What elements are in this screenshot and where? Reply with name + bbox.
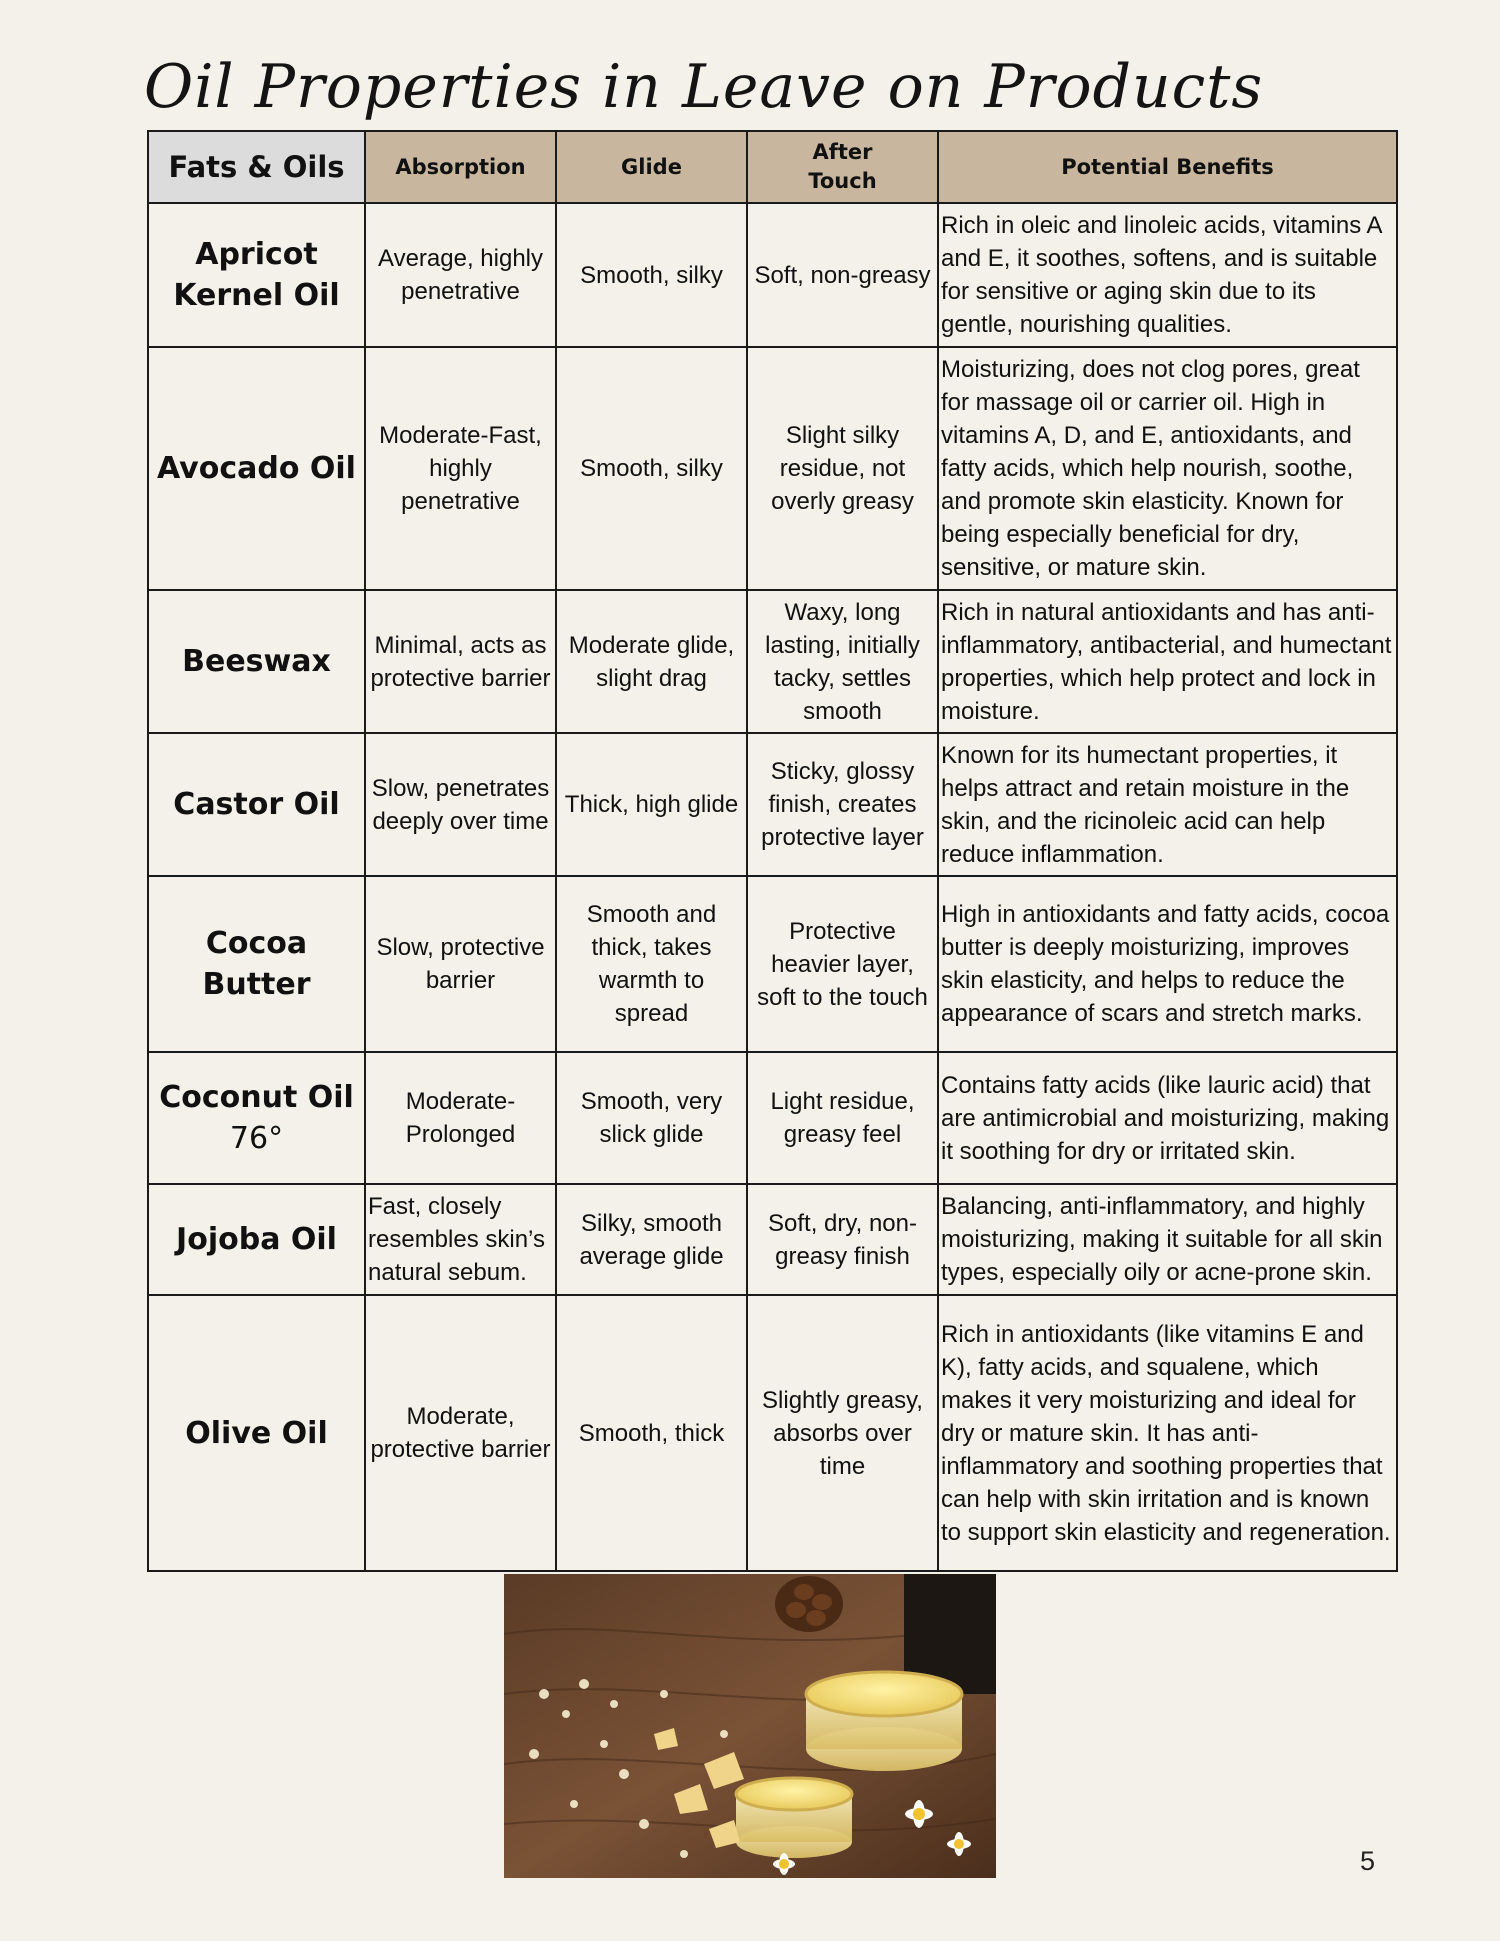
absorption-cell: Slow, penetrates deeply over time xyxy=(365,733,556,876)
after-touch-cell: Light residue, greasy feel xyxy=(747,1052,938,1184)
absorption-cell: Moderate, protective barrier xyxy=(365,1295,556,1571)
benefits-cell: Rich in antioxidants (like vitamins E and K), fatty acids, and squalene, which makes it very moisturizing and ideal for dry or mature skin. It has anti-inflammatory and soothing properties that can help with skin irritation and is known to support skin elasticity and regeneration. xyxy=(938,1295,1397,1571)
glide-cell: Smooth, very slick glide xyxy=(556,1052,747,1184)
oil-properties-table xyxy=(147,130,1398,1572)
after-touch-cell: Slight silky residue, not overly greasy xyxy=(747,347,938,590)
header-fats-oils: Fats & Oils xyxy=(148,131,365,203)
after-touch-cell: Soft, non-greasy xyxy=(747,203,938,347)
oil-name: Avocado Oil xyxy=(148,347,365,590)
table-header-row xyxy=(148,131,1397,203)
glide-cell: Smooth, silky xyxy=(556,347,747,590)
table-row xyxy=(148,203,1397,347)
table-row xyxy=(148,733,1397,876)
glide-cell: Smooth and thick, takes warmth to spread xyxy=(556,876,747,1052)
page-number: 5 xyxy=(1360,1846,1376,1876)
oil-name xyxy=(148,1052,365,1184)
after-touch-cell: Sticky, glossy finish, creates protective layer xyxy=(747,733,938,876)
absorption-cell: Moderate-Fast, highly penetrative xyxy=(365,347,556,590)
after-touch-cell: Protective heavier layer, soft to the touch xyxy=(747,876,938,1052)
oil-name: Jojoba Oil xyxy=(148,1184,365,1295)
balm-jars-photo xyxy=(504,1574,996,1878)
after-touch-cell: Slightly greasy, absorbs over time xyxy=(747,1295,938,1571)
absorption-cell: Minimal, acts as protective barrier xyxy=(365,590,556,733)
benefits-cell: Moisturizing, does not clog pores, great for massage oil or carrier oil. High in vitamins A, D, and E, antioxidants, and fatty acids, which help nourish, soothe, and promote skin elasticity. Known for being especially beneficial for dry, sensitive, or mature skin. xyxy=(938,347,1397,590)
absorption-cell: Moderate-Prolonged xyxy=(365,1052,556,1184)
header-glide: Glide xyxy=(556,131,747,203)
header-absorption: Absorption xyxy=(365,131,556,203)
table-row xyxy=(148,1052,1397,1184)
oil-name: Castor Oil xyxy=(148,733,365,876)
oil-name-main: Coconut Oil xyxy=(159,1080,354,1115)
glide-cell: Smooth, silky xyxy=(556,203,747,347)
oil-name-melt-point: 76° xyxy=(229,1121,284,1156)
benefits-cell: High in antioxidants and fatty acids, cocoa butter is deeply moisturizing, improves skin elasticity, and helps to reduce the appearance of scars and stretch marks. xyxy=(938,876,1397,1052)
benefits-cell: Balancing, anti-inflammatory, and highly moisturizing, making it suitable for all skin types, especially oily or acne-prone skin. xyxy=(938,1184,1397,1295)
oil-name: Olive Oil xyxy=(148,1295,365,1571)
page-title: Oil Properties in Leave on Products xyxy=(144,52,1264,122)
benefits-cell: Known for its humectant properties, it helps attract and retain moisture in the skin, and the ricinoleic acid can help reduce inflammation. xyxy=(938,733,1397,876)
oil-name: Cocoa Butter xyxy=(148,876,365,1052)
header-potential-benefits: Potential Benefits xyxy=(938,131,1397,203)
table-row xyxy=(148,347,1397,590)
glide-cell: Smooth, thick xyxy=(556,1295,747,1571)
oil-name: Beeswax xyxy=(148,590,365,733)
benefits-cell: Rich in natural antioxidants and has anti-inflammatory, antibacterial, and humectant properties, which help protect and lock in moisture. xyxy=(938,590,1397,733)
after-touch-cell: Waxy, long lasting, initially tacky, settles smooth xyxy=(747,590,938,733)
table-row xyxy=(148,1184,1397,1295)
absorption-cell: Slow, protective barrier xyxy=(365,876,556,1052)
glide-cell: Moderate glide, slight drag xyxy=(556,590,747,733)
table-row xyxy=(148,876,1397,1052)
glide-cell: Silky, smooth average glide xyxy=(556,1184,747,1295)
absorption-cell: Fast, closely resembles skin’s natural sebum. xyxy=(365,1184,556,1295)
benefits-cell: Rich in oleic and linoleic acids, vitamins A and E, it soothes, softens, and is suitable for sensitive or aging skin due to its gentle, nourishing qualities. xyxy=(938,203,1397,347)
after-touch-cell: Soft, dry, non-greasy finish xyxy=(747,1184,938,1295)
glide-cell: Thick, high glide xyxy=(556,733,747,876)
benefits-cell: Contains fatty acids (like lauric acid) that are antimicrobial and moisturizing, making it soothing for dry or irritated skin. xyxy=(938,1052,1397,1184)
header-after-touch: After Touch xyxy=(747,131,938,203)
oil-name: Apricot Kernel Oil xyxy=(148,203,365,347)
absorption-cell: Average, highly penetrative xyxy=(365,203,556,347)
table-row xyxy=(148,1295,1397,1571)
table-row xyxy=(148,590,1397,733)
